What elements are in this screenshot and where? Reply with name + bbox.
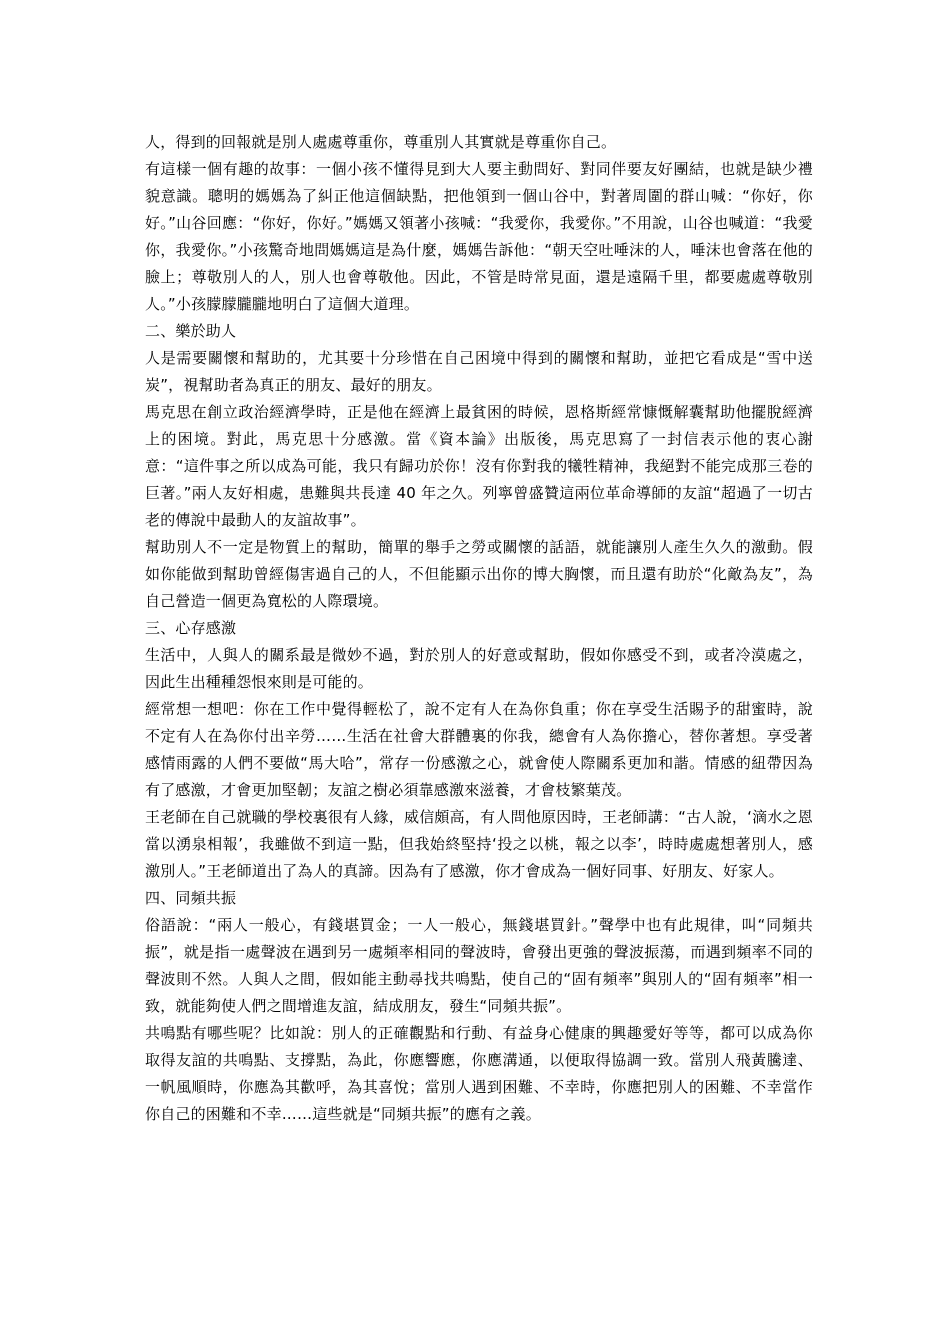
paragraph: 有這樣一個有趣的故事：一個小孩不懂得見到大人要主動問好、對同伴要友好團結，也就是缺少禮貌意識。聰明的媽媽為了糾正他這個缺點，把他領到一個山谷中，對著周圍的群山喊：“你好，你好。”山谷回應：“你好，你好。”媽媽又領著小孩喊：“我愛你，我愛你。”不用說，山谷也喊道：“我愛你，我愛你。”小孩驚奇地問媽媽這是為什麼，媽媽告訴他：“朝天空吐唾沫的人，唾沫也會落在他的臉上；尊敬別人的人，別人也會尊敬他。因此，不管是時常見面，還是遠隔千里，都要處處尊敬別人。”小孩朦朦朧朧地明白了這個大道理。 [145,160,813,313]
paragraph: 生活中，人與人的關系最是微妙不過，對於別人的好意或幫助，假如你感受不到，或者冷漠處之，因此生出種種怨恨來則是可能的。 [145,646,813,691]
section-heading: 三、心存感激 [145,619,237,637]
paragraph: 共鳴點有哪些呢？比如說：別人的正確觀點和行動、有益身心健康的興趣愛好等等，都可以成為你取得友誼的共鳴點、支撐點，為此，你應響應，你應溝通，以便取得協調一致。當別人飛黃騰達、一帆風順時，你應為其歡呼，為其喜悅；當別人遇到困難、不幸時，你應把別人的困難、不幸當作你自己的困難和不幸……這些就是“同頻共振”的應有之義。 [145,1024,813,1123]
section-heading: 四、同頻共振 [145,889,237,907]
paragraph: 馬克思在創立政治經濟學時，正是他在經濟上最貧困的時候，恩格斯經常慷慨解囊幫助他擺脫經濟上的困境。對此，馬克思十分感激。當《資本論》出版後，馬克思寫了一封信表示他的衷心謝意：“這件事之所以成為可能，我只有歸功於你！沒有你對我的犧牲精神，我絕對不能完成那三卷的巨著。”兩人友好相處，患難與共長達 40 年之久。列寧曾盛贊這兩位革命導師的友誼“超過了一切古老的傳說中最動人的友誼故事”。 [145,403,813,529]
document-body [145,129,813,1128]
section-heading: 二、樂於助人 [145,322,237,340]
paragraph: 人是需要關懷和幫助的，尤其要十分珍惜在自己困境中得到的關懷和幫助，並把它看成是“雪中送炭”，視幫助者為真正的朋友、最好的朋友。 [145,349,813,394]
paragraph: 幫助別人不一定是物質上的幫助，簡單的舉手之勞或關懷的話語，就能讓別人產生久久的激動。假如你能做到幫助曾經傷害過自己的人，不但能顯示出你的博大胸懷，而且還有助於“化敵為友”，為自己營造一個更為寬松的人際環境。 [145,538,813,610]
paragraph: 人，得到的回報就是別人處處尊重你，尊重別人其實就是尊重你自己。 [145,133,617,151]
paragraph: 經常想一想吧：你在工作中覺得輕松了，說不定有人在為你負重；你在享受生活賜予的甜蜜時，說不定有人在為你付出辛勞……生活在社會大群體裏的你我，總會有人為你擔心，替你著想。享受著感情雨露的人們不要做“馬大哈”，常存一份感激之心，就會使人際關系更加和諧。情感的紐帶因為有了感激，才會更加堅韌；友誼之樹必須靠感激來滋養，才會枝繁葉茂。 [145,700,813,799]
paragraph: 俗語說：“兩人一般心，有錢堪買金；一人一般心，無錢堪買針。”聲學中也有此規律，叫“同頻共振”，就是指一處聲波在遇到另一處頻率相同的聲波時，會發出更強的聲波振蕩，而遇到頻率不同的聲波則不然。人與人之間，假如能主動尋找共鳴點，使自己的“固有頻率”與別人的“固有頻率”相一致，就能夠使人們之間增進友誼，結成朋友，發生“同頻共振”。 [145,916,813,1015]
paragraph: 王老師在自己就職的學校裏很有人緣，威信頗高，有人問他原因時，王老師講：“古人說，‘滴水之恩當以湧泉相報’，我雖做不到這一點，但我始終堅持‘投之以桃，報之以李’，時時處處想著別人，感激別人。”王老師道出了為人的真諦。因為有了感激，你才會成為一個好同事、好朋友、好家人。 [145,808,813,880]
